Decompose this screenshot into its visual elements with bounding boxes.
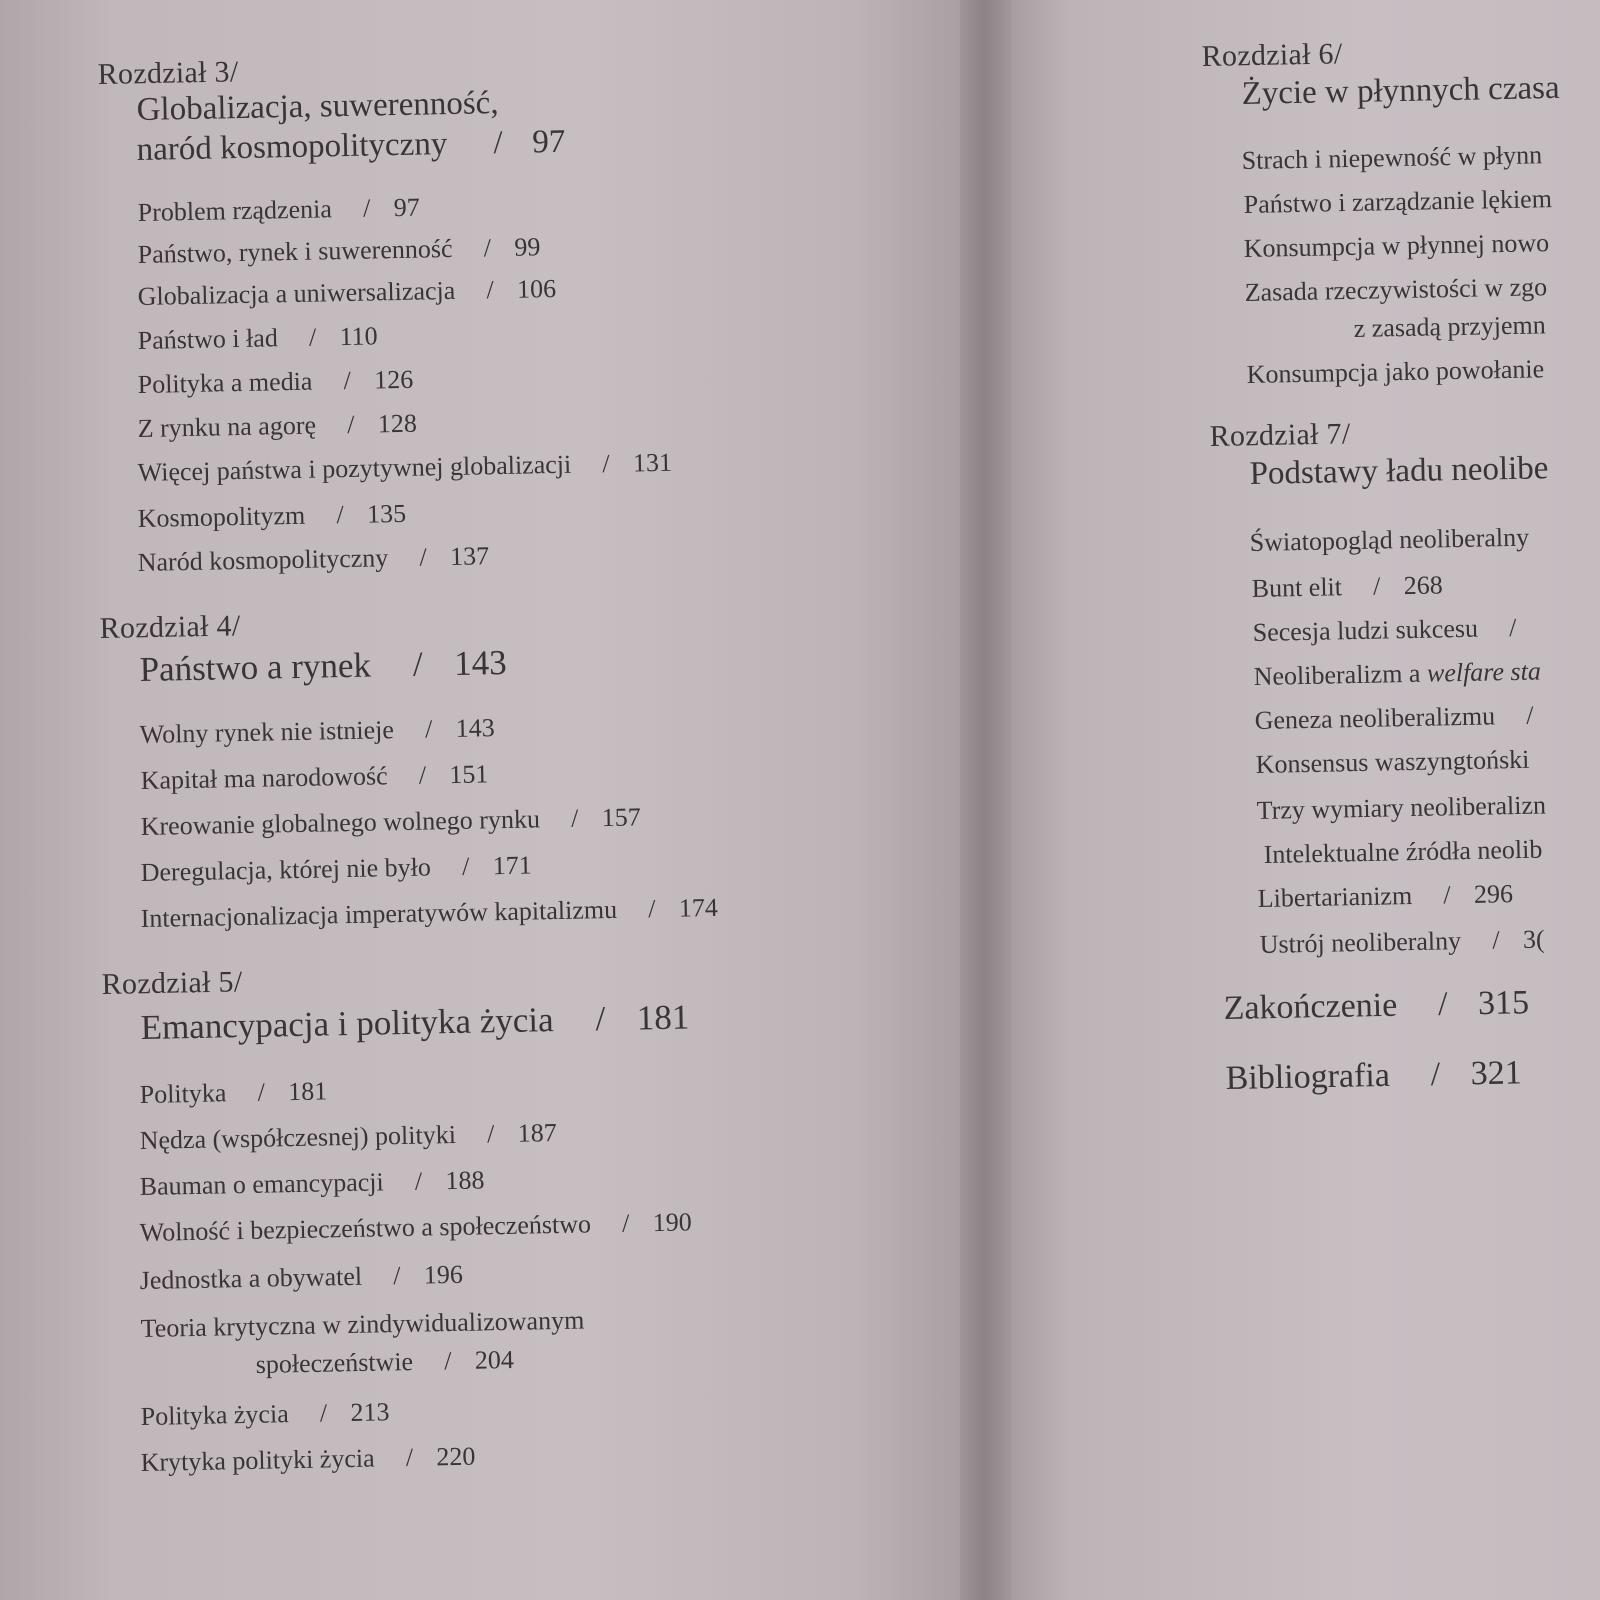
toc-item-title: Polityka życia — [140, 1399, 289, 1432]
chapter-3-title-line1: Globalizacja, suwerenność, — [136, 85, 499, 129]
toc-item-title: Wolny rynek nie istnieje — [139, 715, 395, 750]
toc-item — [139, 1207, 692, 1248]
toc-item — [139, 1118, 557, 1156]
chapter-6-label: Rozdział 6/ — [1201, 37, 1343, 74]
toc-item — [140, 850, 532, 888]
toc-item — [139, 713, 495, 750]
toc-item — [137, 448, 672, 488]
chapter-3-label: Rozdział 3/ — [97, 55, 239, 92]
toc-item-page: 268 — [1403, 570, 1444, 601]
chapter-7-title: Podstawy ładu neolibe — [1249, 450, 1549, 493]
bibliography-entry — [1225, 1054, 1522, 1098]
toc-item-title: Libertarianizm — [1257, 881, 1413, 914]
toc-item — [1259, 925, 1544, 960]
toc-item — [137, 321, 378, 356]
chapter-4-page: 143 — [453, 642, 508, 683]
toc-item — [1256, 790, 1546, 826]
separator: / — [486, 275, 494, 305]
separator: / — [1508, 612, 1517, 643]
separator: / — [493, 124, 503, 162]
toc-item — [1263, 835, 1542, 870]
ending-title: Zakończenie — [1223, 986, 1398, 1028]
toc-item-page: 97 — [393, 192, 420, 223]
toc-item — [137, 232, 540, 270]
separator: / — [414, 1166, 423, 1196]
toc-item — [137, 409, 417, 444]
toc-item-title: Geneza neoliberalizmu — [1254, 701, 1496, 736]
bibliography-title: Bibliografia — [1225, 1056, 1391, 1098]
toc-item-page: 213 — [350, 1397, 390, 1427]
separator: / — [336, 500, 344, 530]
chapter-4-title — [139, 643, 507, 690]
chapter-5-title-text: Emancypacja i polityka życia — [140, 1000, 554, 1048]
toc-item-page: 106 — [516, 273, 557, 304]
separator: / — [405, 1442, 414, 1472]
toc-item-page: 110 — [339, 321, 378, 352]
toc-item-title: Ustrój neoliberalny — [1259, 926, 1462, 960]
toc-item — [1254, 700, 1557, 736]
separator: / — [343, 365, 352, 396]
separator: / — [443, 1346, 452, 1376]
toc-item — [139, 1260, 463, 1296]
separator: / — [1372, 571, 1381, 601]
toc-item-title: Neoliberalizm a — [1253, 658, 1428, 692]
toc-item-title: Wolność i bezpieczeństwo a społeczeństwo — [139, 1209, 592, 1248]
separator: / — [1430, 1055, 1441, 1094]
separator: / — [486, 1119, 495, 1149]
toc-item — [140, 893, 718, 934]
toc-item-title: Państwo i ład — [137, 323, 279, 356]
separator: / — [392, 1260, 401, 1291]
separator: / — [1492, 925, 1500, 955]
toc-item-page: 220 — [436, 1441, 476, 1472]
toc-item-page: 181 — [287, 1076, 328, 1107]
separator: / — [346, 409, 355, 439]
toc-item-title: Polityka — [139, 1078, 227, 1110]
toc-item-continuation: z zasadą przyjemn — [1353, 310, 1546, 344]
toc-item — [1252, 612, 1540, 648]
toc-item-page: 204 — [474, 1345, 515, 1375]
separator: / — [419, 542, 427, 572]
toc-item-page: 296 — [1473, 879, 1514, 909]
separator: / — [461, 851, 470, 881]
toc-item-page: 190 — [652, 1207, 693, 1238]
separator: / — [257, 1077, 266, 1107]
toc-item — [137, 274, 556, 312]
toc-item-title: Krytyka polityki życia — [140, 1443, 375, 1478]
ending-entry — [1223, 984, 1529, 1028]
toc-item — [1251, 570, 1443, 604]
separator: / — [1443, 880, 1451, 910]
toc-item-title: Kapitał ma narodowość — [140, 761, 388, 796]
toc-item-title: Globalizacja a uniwersalizacja — [137, 275, 456, 312]
toc-item-title: Światopogląd neoliberalny — [1249, 522, 1530, 558]
toc-item — [137, 365, 413, 400]
toc-item-continuation — [255, 1345, 514, 1380]
toc-item — [139, 1165, 484, 1202]
toc-item-title: Intelektualne źródła neolib — [1263, 834, 1543, 870]
toc-item-page: 174 — [678, 892, 719, 923]
toc-item-page: 143 — [455, 713, 495, 743]
separator: / — [483, 233, 492, 263]
toc-item — [137, 541, 489, 578]
toc-item-page: 196 — [423, 1259, 464, 1290]
toc-item-page: 135 — [366, 498, 407, 529]
toc-item-page: 99 — [514, 232, 541, 262]
toc-item — [1253, 656, 1541, 692]
chapter-6-title: Życie w płynnych czasa — [1241, 69, 1560, 113]
toc-item: Konsumpcja jako powołanie — [1246, 354, 1545, 390]
toc-item-title: Naród kosmopolityczny — [137, 543, 389, 578]
toc-item-title: Kreowanie globalnego wolnego rynku — [140, 804, 541, 842]
chapter-3-title-line2 — [136, 124, 565, 169]
toc-item — [140, 1442, 475, 1478]
toc-item — [1249, 523, 1529, 558]
chapter-4-title-text: Państwo a rynek — [139, 645, 372, 690]
toc-item — [1255, 745, 1529, 780]
toc-item-title: Jednostka a obywatel — [139, 1261, 363, 1296]
toc-item — [140, 759, 488, 796]
separator: / — [362, 193, 371, 223]
toc-item-title: Bauman o emancypacji — [139, 1167, 384, 1202]
right-page — [1012, 0, 1600, 1600]
toc-item-title: Więcej państwa i pozytywnej globalizacji — [137, 449, 572, 488]
separator: / — [308, 322, 317, 352]
separator: / — [647, 894, 656, 924]
toc-item-title: Trzy wymiary neoliberalizn — [1256, 790, 1547, 826]
toc-item-page: 187 — [517, 1117, 557, 1148]
chapter-4-label: Rozdział 4/ — [99, 609, 241, 646]
toc-item-title: Nędza (współczesnej) polityki — [139, 1119, 457, 1156]
chapter-7-label: Rozdział 7/ — [1209, 417, 1351, 454]
toc-item-title: Deregulacja, której nie było — [140, 852, 432, 888]
toc-item-title: Teoria krytyczna w zindywidualizowanym — [140, 1305, 585, 1344]
separator: / — [570, 803, 579, 833]
toc-item-page: 157 — [601, 802, 641, 833]
separator: / — [1437, 985, 1448, 1023]
toc-item-page: 128 — [377, 408, 418, 439]
separator: / — [595, 999, 606, 1039]
toc-item: Państwo i zarządzanie lękiem — [1243, 184, 1553, 220]
separator: / — [418, 760, 427, 790]
toc-item — [1257, 879, 1513, 914]
ending-page: 315 — [1477, 984, 1530, 1023]
toc-item-title: Secesja ludzi sukcesu — [1252, 613, 1479, 648]
toc-item: Konsumpcja w płynnej nowo — [1243, 228, 1550, 264]
chapter-3-title-text: naród kosmopolityczny — [136, 126, 448, 169]
toc-item-title: Z rynku na agorę — [137, 410, 317, 444]
toc-item: Zasada rzeczywistości w zgo — [1244, 272, 1548, 308]
toc-item: Strach i niepewność w płynn — [1241, 140, 1543, 176]
toc-item-page: 188 — [445, 1165, 485, 1196]
toc-item-title: Konsensus waszyngtoński — [1255, 744, 1530, 780]
chapter-5-page: 181 — [636, 997, 690, 1038]
toc-item-title: społeczeństwie — [255, 1346, 414, 1380]
toc-item — [140, 1305, 584, 1344]
separator: / — [412, 644, 424, 684]
separator: / — [319, 1398, 328, 1428]
toc-item-title: Państwo, rynek i suwerenność — [137, 233, 453, 270]
toc-item-page: 126 — [373, 364, 414, 395]
toc-item — [137, 499, 406, 534]
toc-item — [140, 802, 641, 842]
toc-item-page: 151 — [449, 759, 489, 790]
toc-item-page: 171 — [492, 850, 532, 881]
chapter-5-title — [140, 997, 689, 1048]
toc-item-title: Internacjonalizacja imperatywów kapitalizmu — [140, 894, 618, 934]
toc-item-page: 131 — [632, 447, 673, 478]
toc-item — [137, 193, 420, 228]
chapter-3-page: 97 — [531, 123, 566, 161]
book-gutter — [960, 0, 1020, 1600]
toc-item-title: Bunt elit — [1251, 572, 1343, 604]
separator: / — [424, 714, 433, 744]
toc-item-page: 137 — [449, 541, 490, 572]
separator: / — [602, 448, 610, 479]
toc-item-title: Problem rządzenia — [137, 194, 333, 228]
separator: / — [1525, 700, 1534, 730]
toc-item-title: Polityka a media — [137, 366, 313, 400]
toc-item-page: 3( — [1522, 924, 1545, 954]
chapter-5-label: Rozdział 5/ — [101, 965, 243, 1002]
bibliography-page: 321 — [1470, 1054, 1523, 1093]
toc-item-title: Kosmopolityzm — [137, 500, 306, 534]
toc-item — [140, 1397, 389, 1432]
toc-item-title-italic: welfare sta — [1426, 656, 1542, 688]
separator: / — [621, 1208, 630, 1238]
toc-item — [139, 1076, 327, 1110]
